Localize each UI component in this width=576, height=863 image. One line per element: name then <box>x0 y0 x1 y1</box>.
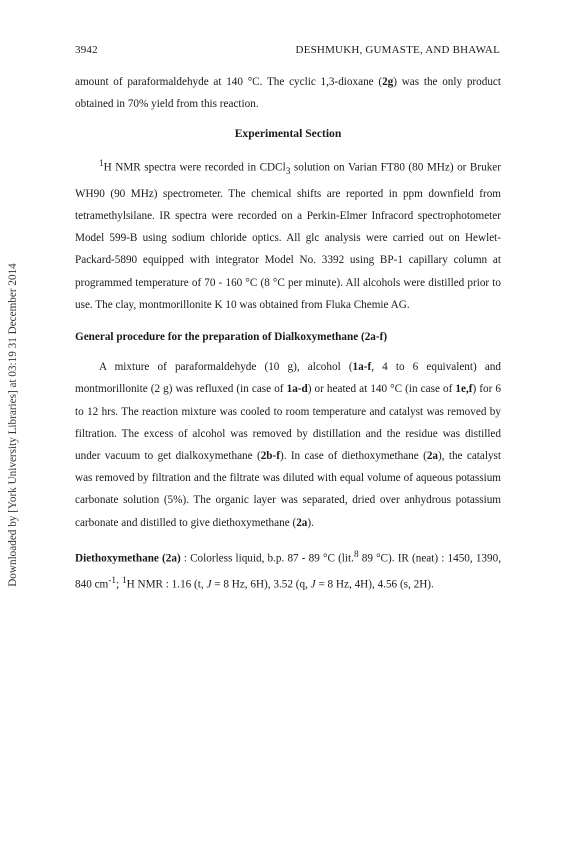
text: : Colorless liquid, b.p. 87 - 89 °C (lit. <box>180 552 354 565</box>
text: 89 °C). IR (neat) : 1450, 1390, 840 cm <box>75 552 501 591</box>
text: ) or heated at 140 °C (in case of <box>307 383 456 396</box>
compound-name <box>75 553 181 565</box>
text: A mixture of paraformaldehyde (10 g), alcohol ( <box>99 361 353 374</box>
text: ) <box>176 552 181 565</box>
running-header <box>75 44 500 56</box>
compound-id: 2a <box>296 516 308 529</box>
text: H NMR spectra were recorded in CDCl <box>103 161 286 174</box>
text: , 4 to 6 equivalent) and montmorillonite (2 g) was refluxed (in case of <box>75 361 501 396</box>
compound-id: 1a-d <box>286 383 308 396</box>
coupling-symbol: J <box>310 578 316 591</box>
text: ) for 6 to 12 hrs. The reaction mixture was cooled to room temperature and catalyst was removed by filtration. The excess of alcohol was removed by distillation and the residue was distilled under vacuum to get dialkoxymethane ( <box>75 383 501 463</box>
text: ). In case of diethoxymethane ( <box>279 450 427 463</box>
text: ) was the only product obtained in 70% yield from this reaction. <box>75 76 502 111</box>
coupling-symbol: J <box>206 578 212 591</box>
compound-id: 1e,f <box>455 383 473 396</box>
text: ; <box>116 578 122 591</box>
text: = 8 Hz, 4H), 4.56 (s, 2H). <box>315 578 434 591</box>
text: ), the catalyst was removed by filtration and the filtrate was diluted with equal volume of aqueous potassium carbonate solution (5%). The organic layer was separated, dried over anhydrous potassium carbonate and distilled to give diethoxymethane ( <box>75 450 502 529</box>
text: = 8 Hz, 6H), 3.52 (q, <box>211 578 311 591</box>
page-body <box>75 71 501 596</box>
superscript: 1 <box>99 158 104 169</box>
paragraph-intro <box>75 71 501 115</box>
section-title: Experimental Section <box>234 127 342 141</box>
text: Diethoxymethane ( <box>75 552 166 565</box>
text: solution on Varian FT80 (80 MHz) or Bruker WH90 (90 MHz) spectrometer. The chemical shifts are reported in ppm downfield from tetramethylsilane. IR spectra were recorded on a Perkin-Elmer Infracord spectrophotometer Model 599-B using sodium chloride optics. All glc analysis were carried out on Hewlet-Packard-5890 equipped with integrator Model No. 3392 using BP-1 capillary column at programmed temperature of 70 - 160 °C (8 °C per minute). All alcohols were distilled prior to use. The clay, montmorillonite K 10 was obtained from Fluka Chemie AG. <box>75 161 501 311</box>
text: amount of paraformaldehyde at 140 °C. The cyclic 1,3-dioxane ( <box>75 76 383 88</box>
download-watermark-text: Downloaded by [York University Libraries] at 03:19 31 December 2014 <box>7 263 19 587</box>
paragraph-procedure <box>75 356 501 534</box>
superscript: -1 <box>108 575 117 586</box>
compound-id: 2a <box>165 552 177 565</box>
paragraph-instruments <box>75 153 501 316</box>
page-number: 3942 <box>75 44 98 56</box>
superscript: 1 <box>121 575 127 586</box>
text: ). <box>307 516 314 529</box>
compound-id: 2a <box>426 450 438 463</box>
reference-superscript: 8 <box>353 549 359 560</box>
download-watermark <box>2 215 24 635</box>
compound-id: 1a-f <box>352 361 372 374</box>
compound-id: 2b-f <box>260 450 280 463</box>
compound-id: 2g <box>382 76 394 88</box>
author-line: DESHMUKH, GUMASTE, AND BHAWAL <box>295 44 500 56</box>
paragraph-compound-data <box>75 544 501 596</box>
subheading: General procedure for the preparation of Dialkoxymethane (2a-f) <box>75 331 388 343</box>
subscript: 3 <box>285 166 291 177</box>
text: H NMR : 1.16 (t, <box>126 578 207 591</box>
